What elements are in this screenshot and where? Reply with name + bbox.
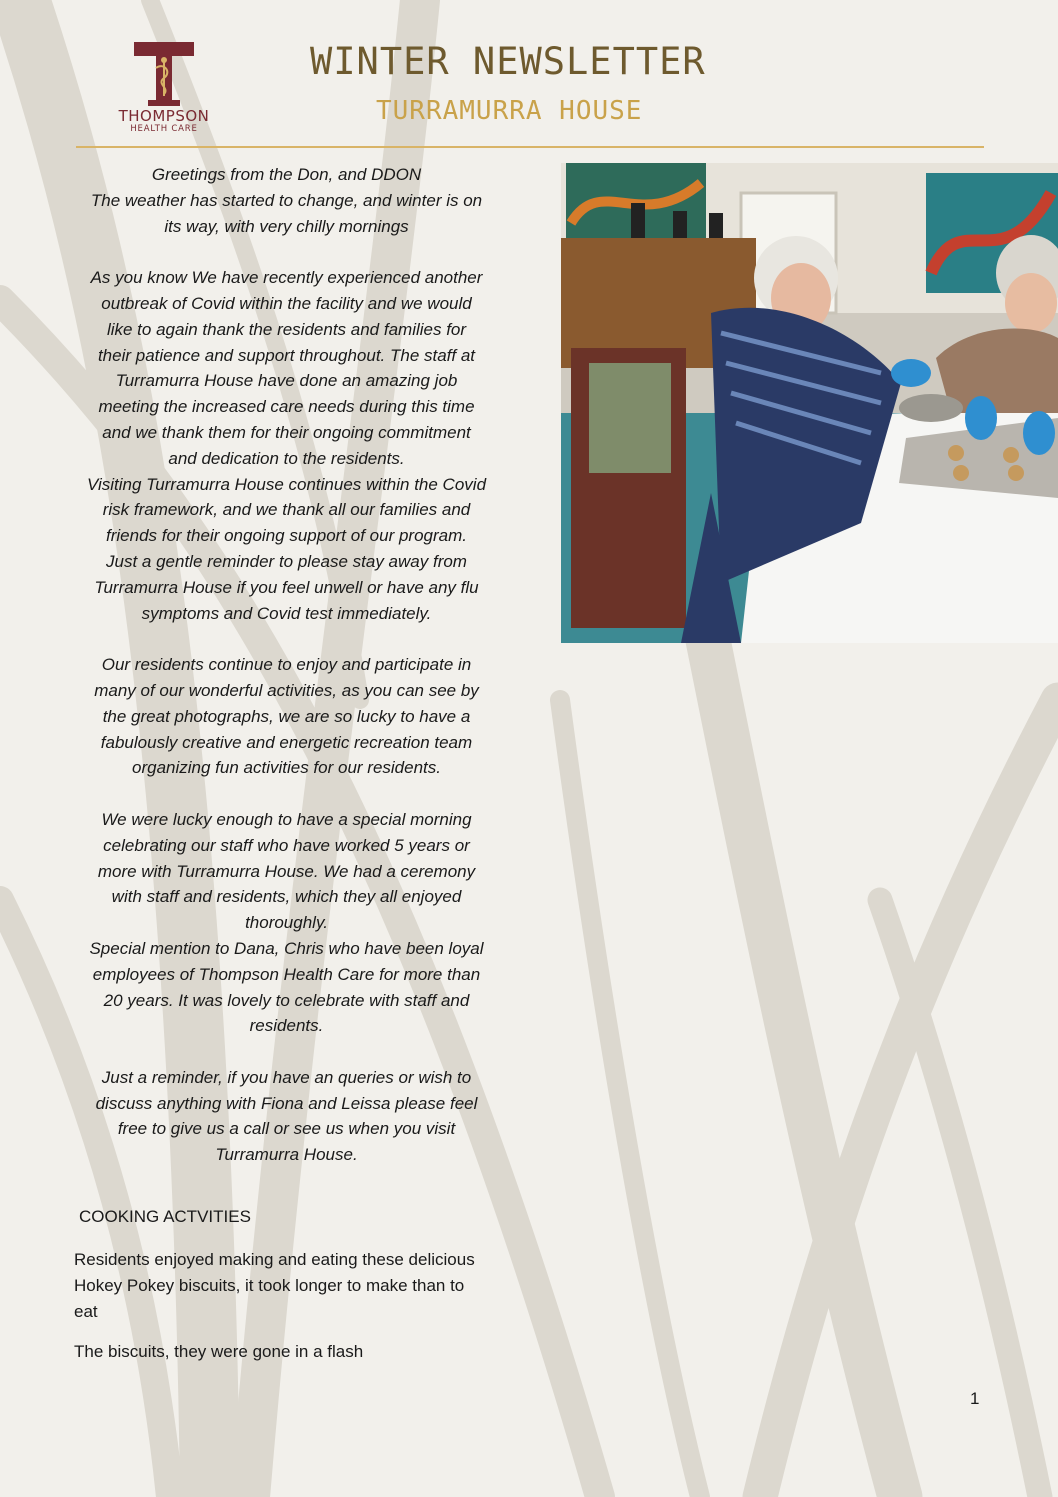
text-line: like to again thank the residents and families for (106, 319, 467, 339)
intro-paragraph (74, 162, 499, 239)
text-line: Just a gentle reminder to please stay away from (106, 551, 467, 571)
cooking-photo (561, 163, 1058, 643)
text-line: Just a reminder, if you have an queries or wish to (101, 1067, 472, 1087)
logo-emblem-icon (110, 38, 218, 106)
text-line: Residents enjoyed making and eating these delicious (74, 1250, 475, 1269)
residents-baking-image (561, 163, 1058, 643)
text-line: the great photographs, we are so lucky to have a (102, 706, 471, 726)
text-line: Hokey Pokey biscuits, it took longer to make than to (74, 1276, 465, 1295)
header-divider (76, 146, 984, 148)
text-line: Our residents continue to enjoy and participate in (101, 655, 472, 675)
cooking-caption (74, 1339, 499, 1365)
staff-paragraph (74, 807, 499, 1039)
company-logo (110, 38, 218, 134)
text-line: and dedication to the residents. (168, 448, 405, 468)
cooking-paragraph (74, 1247, 499, 1325)
text-line: fabulously creative and energetic recreation team (100, 732, 473, 752)
text-line: friends for their ongoing support of our program. (106, 526, 467, 546)
text-line: Turramurra House. (215, 1145, 358, 1165)
text-line: discuss anything with Fiona and Leissa please feel (95, 1093, 478, 1113)
text-line: organizing fun activities for our residents. (132, 758, 441, 778)
text-line: The weather has started to change, and winter is on (90, 190, 483, 210)
text-line: with staff and residents, which they all enjoyed (111, 887, 462, 907)
text-line: risk framework, and we thank all our families and (102, 500, 471, 520)
newsletter-title: WINTER NEWSLETTER (310, 40, 706, 83)
text-line: Visiting Turramurra House continues within the Covid (86, 474, 487, 494)
text-line: thoroughly. (245, 913, 328, 933)
reminder-paragraph (74, 1065, 499, 1168)
text-line: and we thank them for their ongoing commitment (102, 422, 471, 442)
text-line: outbreak of Covid within the facility and we would (101, 293, 472, 313)
text-line: employees of Thompson Health Care for more than (92, 964, 481, 984)
text-line: celebrating our staff who have worked 5 years or (103, 835, 470, 855)
text-line: The biscuits, they were gone in a flash (74, 1342, 364, 1361)
text-line: Turramurra House have done an amazing job (115, 371, 458, 391)
text-line: many of our wonderful activities, as you can see by (94, 680, 479, 700)
page-number: 1 (970, 1389, 980, 1408)
text-line: 20 years. It was lovely to celebrate with staff and (103, 990, 470, 1010)
covid-paragraph (74, 265, 499, 626)
text-line: We were lucky enough to have a special morning (101, 809, 472, 829)
text-line: more with Turramurra House. We had a ceremony (97, 861, 476, 881)
text-line: Special mention to Dana, Chris who have been loyal (89, 938, 484, 958)
cooking-heading: COOKING ACTVITIES (79, 1207, 251, 1226)
text-line: meeting the increased care needs during this time (98, 397, 475, 417)
text-line: their patience and support throughout. The staff at (97, 345, 476, 365)
text-line: symptoms and Covid test immediately. (141, 603, 432, 623)
letter-body (74, 162, 499, 1168)
logo-wordmark: THOMPSON (118, 107, 210, 125)
text-line: residents. (249, 1016, 324, 1036)
logo-tagline: HEALTH CARE (130, 124, 198, 134)
text-line: eat (74, 1302, 98, 1321)
text-line: Greetings from the Don, and DDON (151, 165, 422, 184)
text-line: Turramurra House if you feel unwell or have any flu (94, 577, 479, 597)
text-line: free to give us a call or see us when you visit (117, 1119, 456, 1139)
text-line: its way, with very chilly mornings (164, 216, 409, 236)
activities-paragraph (74, 652, 499, 781)
newsletter-subtitle: TURRAMURRA HOUSE (376, 96, 643, 126)
text-line: As you know We have recently experienced another (90, 268, 483, 288)
